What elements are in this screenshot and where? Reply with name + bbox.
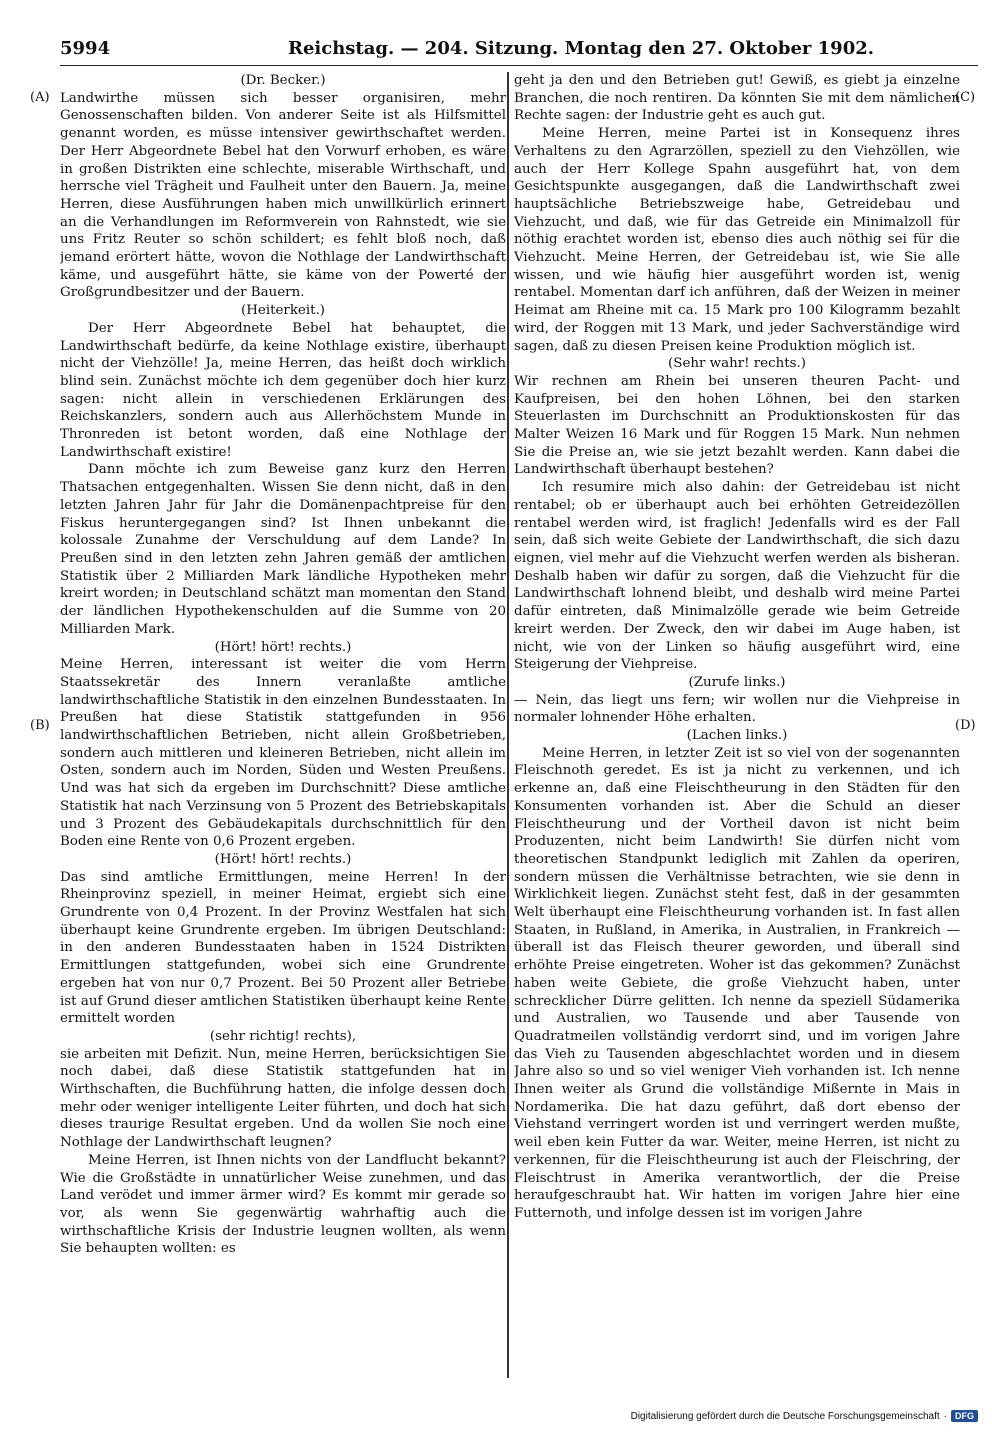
margin-marker-b: (B) — [30, 718, 50, 733]
interjection: (sehr richtig! rechts), — [209, 1028, 357, 1044]
speaker-label: (Dr. Becker.) — [240, 73, 326, 88]
footer-text: Digitalisierung gefördert durch die Deutsche Forschungsgemeinschaft — [630, 1410, 940, 1422]
interjection: (Hört! hört! rechts.) — [214, 851, 352, 867]
paragraph: geht ja den und den Betrieben gut! Gewiß, es giebt ja einzelne Branchen, die noch rentiren. Da könnten Sie mit dem nämlichen Rechte sagen: der Industrie geht es auch gut. — [514, 73, 960, 124]
margin-marker-d: (D) — [955, 718, 976, 733]
interjection: (Hört! hört! rechts.) — [214, 639, 352, 655]
paragraph: Landwirthe müssen sich besser organisiren, mehr Genossenschaften bilden. Von anderer Seite ist als Hilfsmittel genannt worden, es müsse intensiver gewirthschaftet werden. Der Herr Abgeordnete Bebel hat den Vorwurf erhoben, es wäre in großen Distrikten eine schlechte, miserable Wirthschaft, und herrsche viel Trägheit und Faulheit unter den Bauern. Ja, meine Herren, diese Ausführungen haben mich unwillkürlich erinnert an die Verhandlungen im Reformverein von Rahnstedt, wie sie uns Fritz Reuter so schön schildert; es fehlt bloß noch, daß jemand erörtert hätte, wovon die Nothlage der Landwirthschaft käme, und ausgeführt hätte, sie käme von der Powerté der Großgrundbesitzer und der Bauern. — [60, 90, 506, 301]
header-rule — [60, 65, 978, 66]
paragraph: Meine Herren, ist Ihnen nichts von der Landflucht bekannt? Wie die Großstädte in unnatürlicher Weise zunehmen, und das Land verödet und immer ärmer wird? Es kommt mir gerade so vor, als wenn Sie gegenwärtig wahrhaftig auch die wirthschaftliche Krisis der Industrie leugnen wollten, als wenn Sie behaupten wollten: es — [60, 1152, 506, 1257]
paragraph: sie arbeiten mit Defizit. Nun, meine Herren, berücksichtigen Sie noch dabei, daß diese Statistik stattgefunden hat in Wirthschaften, die Buchführung hatten, die infolge dessen doch mehr oder weniger intelligente Leiter führten, und doch hat sich dieses traurige Resultat ergeben. Und da wollen Sie noch eine Nothlage der Landwirthschaft leugnen? — [60, 1046, 506, 1151]
dfg-logo-icon: DFG — [951, 1410, 978, 1422]
paragraph: Meine Herren, interessant ist weiter die vom Herrn Staatssekretär des Innern veranlaßte amtliche landwirthschaftliche Statistik in den einzelnen Bundesstaaten. In Preußen hat diese Statistik stattgefunden in 956 landwirthschaftlichen Betrieben, nicht allein Großbetrieben, sondern auch mittleren und kleineren Betrieben, nicht allein im Osten, sondern auch im Norden, Süden und Westen Preußens. Und was hat sich da ergeben im Durchschnitt? Diese amtliche Statistik hat nach Verzinsung von 5 Prozent des Betriebskapitals und 3 Prozent des Gebäudekapitals durchschnittlich für den Boden eine Rente von 0,6 Prozent ergeben. — [60, 657, 506, 850]
paragraph: Ich resumire mich also dahin: der Getreidebau ist nicht rentabel; ob er überhaupt auch bei erhöhten Getreidezöllen rentabel werden wird, ist fraglich! Jedenfalls wird es der Fall sein, daß sich weite Gebiete der Landwirthschaft, die sich dazu eignen, viel mehr auf die Viehzucht werfen werden als bisheran. Deshalb haben wir dafür zu sorgen, daß die Viehzucht für die Landwirthschaft lohnend bleibt, und deshalb wird meine Partei dafür eintreten, daß Minimalzölle gerade wie beim Getreide kreirt werden. Der Zweck, den wir dabei im Auge haben, ist nicht, wie von der Linken so häufig ausgeführt wird, eine Steigerung der Viehpreise. — [514, 480, 960, 673]
footer-credit: Digitalisierung gefördert durch die Deutsche Forschungsgemeinschaft · DFG — [631, 1410, 978, 1422]
interjection: (Zurufe links.) — [688, 674, 786, 690]
paragraph: Dann möchte ich zum Beweise ganz kurz den Herren Thatsachen entgegenhalten. Wissen Sie denn nicht, daß in den letzten Jahren Jahr für Jahr die Domänenpachtpreise für den Fiskus heruntergegangen sind? Ist Ihnen unbekannt die kolossale Zunahme der Verschuldung auf dem Lande? In Preußen sind in den letzten zehn Jahren gemäß der amtlichen Statistik über 2 Milliarden Mark ländliche Hypotheken mehr kreirt worden; in Deutschland schätzt man momentan den Stand der ländlichen Hypothekenschulden auf die Summe von 20 Milliarden Mark. — [60, 462, 506, 637]
left-column — [60, 72, 506, 1378]
margin-marker-a: (A) — [30, 90, 50, 105]
paragraph: Meine Herren, meine Partei ist in Konsequenz ihres Verhaltens zu den Agrarzöllen, speziell zu den Viehzöllen, wie auch der Herr Kollege Spahn ausgeführt hat, von dem Gesichtspunkte ausgegangen, daß die Landwirthschaft zwei hauptsächliche Betriebszweige habe, Getreidebau und Viehzucht, und daß, wie für das Getreide ein Minimalzoll für nöthig erachtet worden ist, ebenso dies auch nöthig sei für die Viehzucht. Meine Herren, der Getreidebau ist, wie Sie alle wissen, und wie häufig hier ausgeführt worden ist, wenig rentabel. Momentan darf ich anführen, daß der Weizen in meiner Heimat am Rheine mit ca. 15 Mark pro 100 Kilogramm bezahlt wird, der Roggen mit 13 Mark, und jeder Sachverständige wird sagen, daß zu diesen Preisen keine Produktion möglich ist. — [514, 126, 960, 354]
page-header — [38, 38, 978, 64]
interjection: (Heiterkeit.) — [241, 303, 325, 319]
page-number: 5994 — [60, 38, 111, 59]
paragraph: Der Herr Abgeordnete Bebel hat behauptet, die Landwirthschaft bedürfe, da keine Nothlage existire, überhaupt nicht der Viehzölle! Ja, meine Herren, das heißt doch wirklich blind sein. Zunächst möchte ich dem gegenüber doch hier kurz sagen: nicht allein in verschiedenen Erklärungen des Reichskanzlers, sondern auch aus Allerhöchstem Munde in Thronreden ist betont worden, daß eine Nothlage der Landwirthschaft existire! — [60, 320, 506, 460]
right-column — [514, 72, 960, 1378]
interjection: (Lachen links.) — [686, 728, 788, 744]
paragraph: Meine Herren, in letzter Zeit ist so viel von der sogenannten Fleischnoth geredet. Es ist ja nicht zu verkennen, und ich erkenne an, daß eine Fleischtheurung in den Städten für den Konsumenten vorhanden ist. Aber die Schuld an dieser Fleischtheurung und der Vortheil davon ist nicht beim Produzenten, nicht beim Landwirth! Sie dürfen nicht vom theoretischen Standpunkt lediglich mit Zahlen da operiren, sondern müssen die Verhältnisse betrachten, wie sie denn in Wirklichkeit liegen. Zunächst steht fest, daß in der gesammten Welt überhaupt eine Fleischtheurung vorhanden ist. In fast allen Staaten, in Rußland, in Amerika, in Australien, in Frankreich — überall ist das Fleisch theurer geworden, und überall sind erhöhte Preise eingetreten. Woher ist das gekommen? Zunächst haben weite Gebiete, die große Viehzucht haben, unter schrecklicher Dürre gelitten. Ich nenne da speziell Südamerika und Australien, wo Tausende und aber Tausende von Quadratmeilen vollständig verdorrt sind, und im vorigen Jahre das Vieh zu Tausenden abgeschlachtet worden und in diesem Jahre also so und so viel weniger Vieh vorhanden ist. Ich nenne Ihnen weiter als Grund die vollständige Mißernte in Mais in Nordamerika. Die hat dazu geführt, daß dort ebenso der Viehstand verringert worden ist und verringert werden mußte, weil eben kein Futter da war. Weiter, meine Herren, ist nicht zu verkennen, für die Fleischtheurung ist auch der Fleischring, der Fleischtrust in Amerika verantwortlich, der die Preise heraufgeschraubt hat. Wir hatten im vorigen Jahre hier eine Futternoth, und infolge dessen ist im vorigen Jahre — [514, 745, 960, 1221]
paragraph: Das sind amtliche Ermittlungen, meine Herren! In der Rheinprovinz speziell, in meiner Heimat, ergiebt sich eine Grundrente von 0,4 Prozent. In der Provinz Westfalen hat sich überhaupt keine Grundrente ergeben. Im übrigen Deutschland: in den anderen Bundesstaaten haben in 1524 Distrikten Ermittlungen stattgefunden, wobei sich eine Grundrente ergeben hat von nur 0,7 Prozent. Bei 50 Prozent aller Betriebe ist auf Grund dieser amtlichen Statistiken überhaupt keine Rente ermittelt worden — [60, 869, 506, 1027]
column-divider — [507, 72, 509, 1378]
paragraph: — Nein, das liegt uns fern; wir wollen nur die Viehpreise in normaler lohnender Höhe erhalten. — [514, 692, 960, 726]
margin-marker-c: (C) — [955, 90, 976, 105]
interjection: (Sehr wahr! rechts.) — [668, 356, 806, 372]
page-title: Reichstag. — 204. Sitzung. Montag den 27. Oktober 1902. — [288, 38, 875, 59]
paragraph: Wir rechnen am Rhein bei unseren theuren Pacht- und Kaufpreisen, bei den hohen Löhnen, bei den starken Steuerlasten im Durchschnitt an Produktionskosten für das Malter Weizen 16 Mark und für Roggen 15 Mark. Nun nehmen Sie die Preise an, wie sie jetzt bezahlt werden. Kann dabei die Landwirthschaft überhaupt bestehen? — [514, 373, 960, 478]
